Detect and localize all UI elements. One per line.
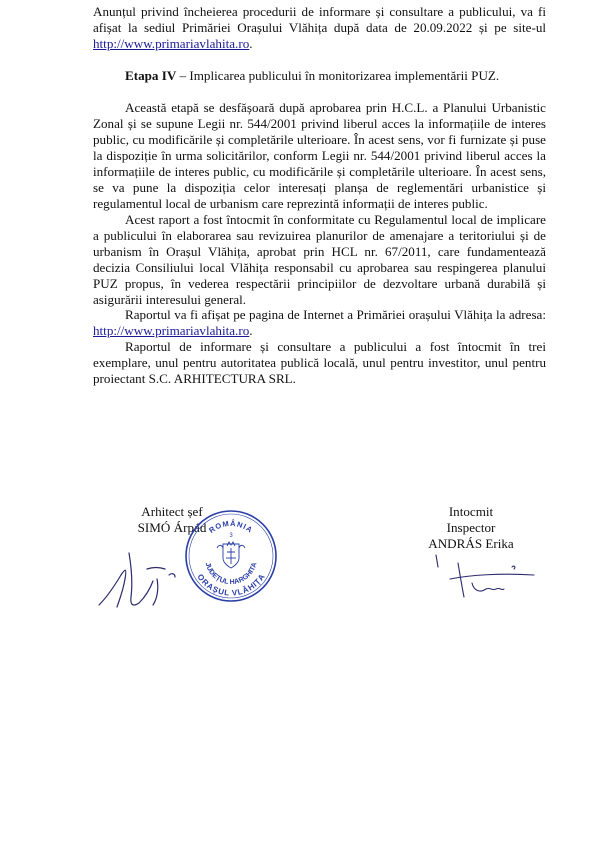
chief-architect-name: SIMÓ Árpád xyxy=(137,520,207,535)
chief-architect-signature xyxy=(95,545,185,615)
inspector-role: Inspector xyxy=(446,520,496,535)
website-link-1[interactable]: http://www.primariavlahita.ro xyxy=(93,36,250,51)
stamp-bottom-text: JUDEȚUL HARGHITA xyxy=(203,561,259,587)
publication-tail: . xyxy=(249,323,253,338)
coat-of-arms-icon xyxy=(217,542,245,568)
inspector-prepared-label: Intocmit xyxy=(448,504,494,519)
etapa-heading xyxy=(93,68,546,84)
stamp-number: 3 xyxy=(229,533,233,539)
inspector-name: ANDRÁS Erika xyxy=(428,536,514,551)
copies-paragraph: Raportul de informare și consultare a publicului a fost întocmit în trei exemplare, unul pentru autoritatea publică locală, unul pentru investitor, unul pentru proiectant S.C. ARHITECTURA SRL. xyxy=(93,339,546,386)
announcement-text: Anunțul privind încheierea procedurii de informare și consultare a publicului, va fi afișat la sediul Primăriei Orașului Vlăhița după data de 20.09.2022 și pe site-ul xyxy=(93,4,546,35)
announcement-paragraph xyxy=(93,4,546,52)
etapa-text: – Implicarea publicului în monitorizarea implementării PUZ. xyxy=(176,68,500,83)
report-publication-paragraph xyxy=(93,307,546,339)
stamp-top-text: ROMÂNIA xyxy=(207,518,255,535)
official-stamp xyxy=(183,508,279,604)
publication-text: Raportul va fi afișat pe pagina de Internet a Primăriei orașului Vlăhița la adresa: xyxy=(125,307,546,322)
inspector-block xyxy=(396,504,546,552)
etapa-label: Etapa IV xyxy=(125,68,177,83)
stage-description-paragraph: Această etapă se desfășoară după aprobarea prin H.C.L. a Planului Urbanistic Zonal și se supune Legii nr. 544/2001 privind liberul acces la informațiile de interes public, cu modificările și completările ulterioare. În acest sens, vor fi furnizate și puse la dispoziție în urma solicitărilor, conform Legii nr. 544/2001 privind liberul acces la informațiile de interes public, cu modificările și completările ulterioare. În acest sens, se va pune la dispoziția celor interesați planșa de reglementări urbanistice și regulamentul local de urbanism care reprezintă informații de interes public. xyxy=(93,100,546,211)
chief-architect-role: Arhitect șef xyxy=(141,504,203,519)
stamp-city-text: ORAȘUL VLĂHIȚA xyxy=(195,572,267,598)
announcement-tail: . xyxy=(249,36,253,51)
report-compliance-paragraph: Acest raport a fost întocmit în conformitate cu Regulamentul local de implicare a publicului în elaborarea sau revizuirea planurilor de amenajare a teritoriului și de urbanism în Orașul Vlăhița, aprobat prin HCL nr. 67/2011, care fundamentează decizia Consiliului local Vlăhița responsabil cu aprobarea sau respingerea planului PUZ propus, în vederea respectării principiilor de dezvoltare urbană durabilă și asigurării interesului general. xyxy=(93,212,546,307)
website-link-2[interactable]: http://www.primariavlahita.ro xyxy=(93,323,250,338)
inspector-signature xyxy=(430,553,540,608)
